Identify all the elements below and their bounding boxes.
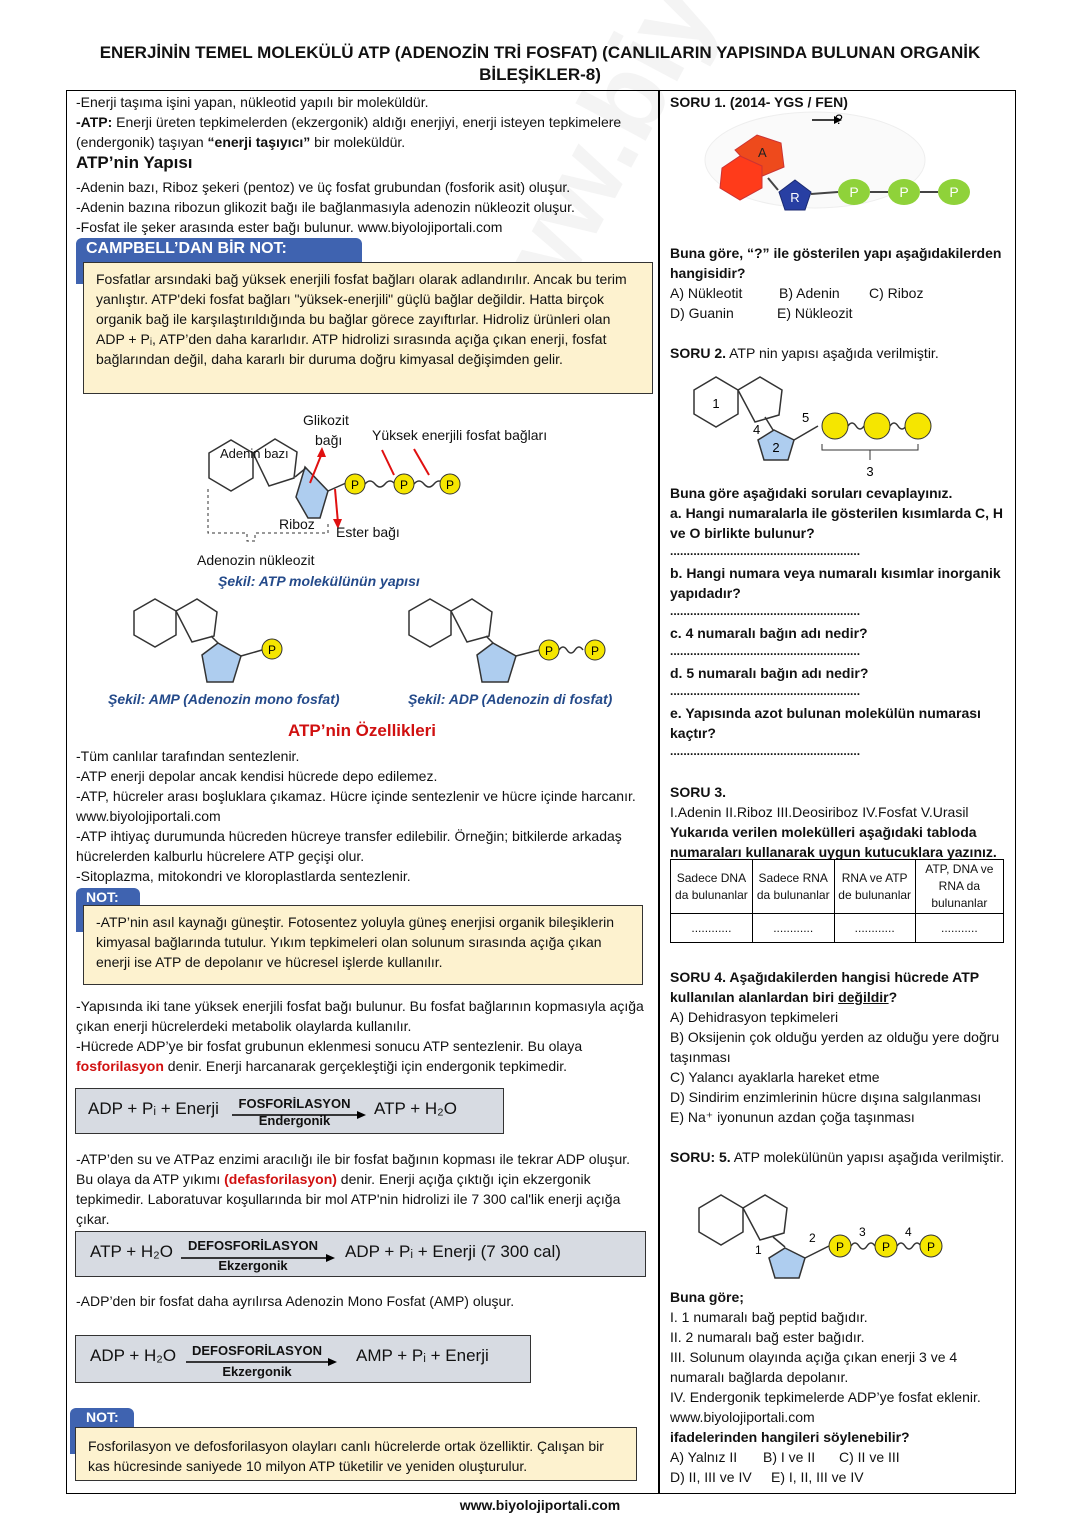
q1-option: E) Nükleozit	[777, 305, 853, 321]
eq1-left: ADP + Pᵢ + Enerji	[88, 1099, 219, 1118]
fig-label-glikozit: Glikozit	[303, 412, 349, 428]
q2-item-a: a. Hangi numaralarla ile gösterilen kısımlarda C, H ve O birlikte bulunur?	[670, 505, 1004, 541]
q3-header-cell: RNA ve ATP de bulunanlar	[834, 860, 915, 914]
q4-option: C) Yalancı ayaklarla hareket etme	[670, 1069, 880, 1085]
intro-atp-definition: -ATP: Enerji üreten tepkimelerden (ekzergonik) aldığı enerjiyi, enerji isteyen tepkimelere (endergonik) taşıyan “enerji taşıyıcı” bir moleküldür.	[76, 114, 622, 150]
fig-label-high-energy: Yüksek enerjili fosfat bağları	[372, 427, 548, 443]
eq3-arrow-top: DEFOSFORİLASYON	[191, 1343, 322, 1358]
q5-stem: Buna göre;	[670, 1289, 744, 1305]
q2-label-2: 2	[772, 440, 780, 455]
q4-option: A) Dehidrasyon tepkimeleri	[670, 1009, 839, 1025]
q4-option: D) Sindirim enzimlerinin hücre dışına salgılanması	[670, 1089, 982, 1105]
amp-structure-figure	[130, 595, 300, 690]
structure-heading: ATP’nin Yapısı	[76, 153, 193, 172]
structure-line: -Adenin bazı, Riboz şekeri (pentoz) ve üç fosfat grubundan (fosforik asit) oluşur.	[76, 179, 571, 195]
paragraph-phosphorylation: -Hücrede ADP’ye bir fosfat grubunun eklenmesi sonucu ATP sentezlenir. Bu olaya fosforilasyon denir. Enerji harcanarak gerçekleştiği için endergonik tepkimedir.	[76, 1038, 583, 1074]
q3-answer-cell[interactable]: ...........	[915, 914, 1003, 943]
q3-table	[670, 859, 1004, 943]
atp-p-label: P	[350, 478, 360, 492]
campbell-note-tab: CAMPBELL’DAN BİR NOT:	[76, 238, 362, 284]
q3-title: SORU 3.	[670, 784, 727, 800]
page-title: ENERJİNİN TEMEL MOLEKÜLÜ ATP (ADENOZİN TRİ FOSFAT) (CANLILARIN YAPISINDA BULUNAN ORGANİK BİLEŞİKLER-8)	[99, 43, 981, 84]
q2-label-5: 5	[802, 410, 810, 425]
eq1-right: ATP + H₂O	[374, 1099, 457, 1118]
q3-header-cell: Sadece DNA da bulunanlar	[671, 860, 753, 914]
q3-stem: Yukarıda verilen molekülleri aşağıdaki tabloda numaraları kullanarak uygun kutucuklara yazınız.	[670, 824, 997, 860]
q2-label-3: 3	[866, 464, 874, 479]
q5-label-3: 3	[859, 1225, 866, 1239]
adp-p-label: P	[590, 644, 600, 658]
q3-answer-cell[interactable]: ............	[834, 914, 915, 943]
fig-label-adenin: Adenin bazı	[220, 446, 289, 461]
q5-item: IV. Endergonik tepkimelerde ADP’ye fosfat eklenir. www.biyolojiportali.com	[670, 1389, 981, 1425]
eq1-arrow-top: FOSFORİLASYON	[238, 1096, 351, 1111]
eq3-right: AMP + Pᵢ + Enerji	[356, 1346, 489, 1365]
q5-p-label: P	[835, 1240, 845, 1254]
properties-heading: ATP’nin Özellikleri	[288, 721, 436, 740]
fig-caption-atp: Şekil: ATP molekülünün yapısı	[218, 573, 420, 589]
q1-question-mark: ?	[835, 111, 843, 127]
fig-caption-adp: Şekil: ADP (Adenozin di fosfat)	[408, 691, 613, 707]
note-box-cell: Fosforilasyon ve defosforilasyon olayları canlı hücrelerde ortak özelliktir. Çalışan bir kas hücresinde saniyede 10 milyon ATP tüketilir ve yeniden oluşturulur.	[75, 1427, 637, 1481]
q1-r-label: R	[790, 190, 800, 205]
property-item: -Sitoplazma, mitokondri ve kloroplastlarda sentezlenir.	[76, 868, 411, 884]
answer-dots: .........................................................	[670, 604, 861, 618]
atp-p-label: P	[445, 478, 455, 492]
q1-stem: Buna göre, “?” ile gösterilen yapı aşağıdakilerden hangisidir?	[670, 245, 1002, 281]
q1-p-label: P	[849, 184, 859, 200]
q5-atp-figure	[695, 1192, 955, 1287]
q3-header-cell: Sadece RNA da bulunanlar	[752, 860, 834, 914]
q1-atp-figure	[700, 110, 1000, 240]
answer-dots: .........................................................	[670, 544, 861, 558]
q5-option: C) II ve III	[839, 1449, 900, 1465]
q5-label-1: 1	[755, 1243, 762, 1257]
q4-option: B) Oksijenin çok olduğu yerden az olduğu yere doğru taşınması	[670, 1029, 1000, 1065]
campbell-note-box: Fosfatlar arsındaki bağ yüksek enerjili fosfat bağları olarak adlandırılır. Ancak bu terim yanlıştır. ATP'deki fosfat bağları "yüksek-enerjili" güçlü bağlar değildir. Hatta birçok organik bağ ile karşılaştırıldığında bu bağlar görece zayıftırlar. Hidroliz ürünleri olan ADP + Pᵢ, ATP’den daha kararlıdır. ATP hidrolizi sırasında açığa çıkan enerji, fosfat bağlarından değil, daha kararlı bir duruma doğru kimyasal değişimden gelir.	[83, 262, 653, 394]
q5-item: I. 1 numaralı bağ peptid bağıdır.	[670, 1309, 868, 1325]
q5-option: B) I ve II	[763, 1449, 816, 1465]
eq2-right: ADP + Pᵢ + Enerji (7 300 cal)	[345, 1242, 561, 1261]
footer-url: www.biyolojiportali.com	[459, 1497, 621, 1513]
eq2-arrow-top: DEFOSFORİLASYON	[187, 1238, 318, 1253]
q1-title: SORU 1. (2014- YGS / FEN)	[670, 94, 848, 110]
eq3-arrow-bottom: Ekzergonik	[222, 1364, 292, 1379]
note-tab: NOT:	[76, 888, 140, 932]
amp-p-label: P	[267, 643, 277, 657]
q5-item: III. Solunum olayında açığa çıkan enerji 3 ve 4 numaralı bağlarda depolanır.	[670, 1349, 958, 1385]
table-row	[671, 914, 1004, 943]
q2-item-b: b. Hangi numara veya numaralı kısımlar inorganik yapıdadır?	[670, 565, 1001, 601]
q2-label-1: 1	[712, 396, 720, 411]
q1-option: D) Guanin	[670, 305, 734, 321]
answer-dots: .........................................................	[670, 744, 861, 758]
q1-option: A) Nükleotit	[670, 285, 743, 301]
property-item: -ATP enerji depolar ancak kendisi hücrede depo edilemez.	[76, 768, 438, 784]
intro-line-1: -Enerji taşıma işini yapan, nükleotid yapılı bir moleküldür.	[76, 94, 429, 110]
adp-p-label: P	[544, 644, 554, 658]
answer-dots: .........................................................	[670, 684, 861, 698]
property-item: -ATP ihtiyaç durumunda hücreden hücreye transfer edilebilir. Örneğin; bitkilerde arkadaş hücrelerden kalburlu hücrelere ATP geçişi olur.	[76, 828, 622, 864]
q1-p-label: P	[899, 184, 909, 200]
table-row	[671, 860, 1004, 914]
q2-item-c: c. 4 numaralı bağın adı nedir?	[670, 625, 868, 641]
q2-item-e: e. Yapısında azot bulunan molekülün numarası kaçtır?	[670, 705, 981, 741]
q1-option: B) Adenin	[779, 285, 840, 301]
q5-label-4: 4	[905, 1225, 912, 1239]
paragraph-phosphate-bonds: -Yapısında iki tane yüksek enerjili fosfat bağı bulunur. Bu fosfat bağlarının kopmasıyla açığa çıkan enerji hücrelerdeki metabolik olaylarda kullanılır.	[76, 998, 644, 1034]
q2-atp-figure	[690, 372, 930, 482]
q2-stem: Buna göre aşağıdaki soruları cevaplayınız.	[670, 485, 953, 501]
q5-p-label: P	[881, 1240, 891, 1254]
q5-p-label: P	[926, 1240, 936, 1254]
property-item: -ATP, hücreler arası boşluklara çıkamaz. Hücre içinde sentezlenir ve hücre içinde harcanır. www.biyolojiportali.com	[76, 788, 636, 824]
q1-a-label: A	[758, 145, 767, 160]
q2-label-4: 4	[753, 422, 761, 437]
paragraph-dephosphorylation: -ATP’den su ve ATPaz enzimi aracılığı ile bir fosfat bağının kopması ile tekrar ADP oluşur. Bu olaya da ATP yıkımı (defasforilasyon) denir. Enerji açığa çıktığı için ekzergonik tepkimedir. Laboratuvar koşullarında bir mol ATP'nin hidrolizi ile 7 300 cal'lik enerji açığa çıkar.	[76, 1151, 631, 1227]
fig-label-riboz: Riboz	[279, 516, 315, 532]
eq1-arrow-bottom: Endergonik	[258, 1113, 331, 1128]
eq2-left: ATP + H₂O	[90, 1242, 173, 1261]
q5-option: A) Yalnız II	[670, 1449, 738, 1465]
paragraph-amp: -ADP’den bir fosfat daha ayrılırsa Adenozin Mono Fosfat (AMP) oluşur.	[76, 1293, 515, 1309]
q5-header: SORU: 5. ATP molekülünün yapısı aşağıda verilmiştir.	[670, 1149, 1005, 1165]
q3-answer-cell[interactable]: ............	[752, 914, 834, 943]
fig-label-ester: Ester bağı	[336, 524, 400, 540]
structure-line: -Adenin bazına ribozun glikozit bağı ile bağlanmasıyla adenozin nükleozit oluşur.	[76, 199, 575, 215]
q5-option: E) I, II, III ve IV	[771, 1469, 864, 1485]
structure-line: -Fosfat ile şeker arasında ester bağı bulunur. www.biyolojiportali.com	[76, 219, 503, 235]
q3-header-cell: ATP, DNA ve RNA da bulunanlar	[915, 860, 1003, 914]
q1-p-label: P	[949, 184, 959, 200]
q5-label-2: 2	[809, 1231, 816, 1245]
adp-structure-figure	[405, 595, 625, 690]
q1-option: C) Riboz	[869, 285, 924, 301]
property-item: -Tüm canlılar tarafından sentezlenir.	[76, 748, 300, 764]
fig-label-glikozit-bag: bağı	[315, 432, 343, 448]
fig-label-nukleozit: Adenozin nükleozit	[197, 552, 315, 568]
q5-item: II. 2 numaralı bağ ester bağıdır.	[670, 1329, 865, 1345]
note-box-sun: -ATP’nin asıl kaynağı güneştir. Fotosentez yoluyla güneş enerjisi organik bileşiklerin kimyasal bağlarında tutulur. Yıkım tepkimeleri olan solunum sırasında açığa çıkan enerji ise ATP de depolanır ve hücresel işlerde kullanılır.	[83, 905, 643, 985]
atp-p-label: P	[399, 478, 409, 492]
q4-option: E) Na⁺ iyonunun azdan çoğa taşınması	[670, 1109, 915, 1125]
answer-dots: .........................................................	[670, 644, 861, 658]
eq3-left: ADP + H₂O	[90, 1346, 177, 1365]
q4-title: SORU 4. Aşağıdakilerden hangisi hücrede ATP kullanılan alanlardan biri değildir?	[670, 969, 979, 1005]
q3-answer-cell[interactable]: ............	[671, 914, 753, 943]
q5-option: D) II, III ve IV	[670, 1469, 752, 1485]
eq2-arrow-bottom: Ekzergonik	[218, 1258, 288, 1273]
note-tab: NOT:	[70, 1408, 134, 1454]
q2-item-d: d. 5 numaralı bağın adı nedir?	[670, 665, 869, 681]
q2-header: SORU 2. ATP nin yapısı aşağıda verilmiştir.	[670, 345, 939, 361]
q5-question: ifadelerinden hangileri söylenebilir?	[670, 1429, 910, 1445]
column-divider	[658, 90, 660, 1494]
fig-caption-amp: Şekil: AMP (Adenozin mono fosfat)	[108, 691, 340, 707]
q3-list: I.Adenin II.Riboz III.Deosiriboz IV.Fosfat V.Urasil	[670, 804, 969, 820]
